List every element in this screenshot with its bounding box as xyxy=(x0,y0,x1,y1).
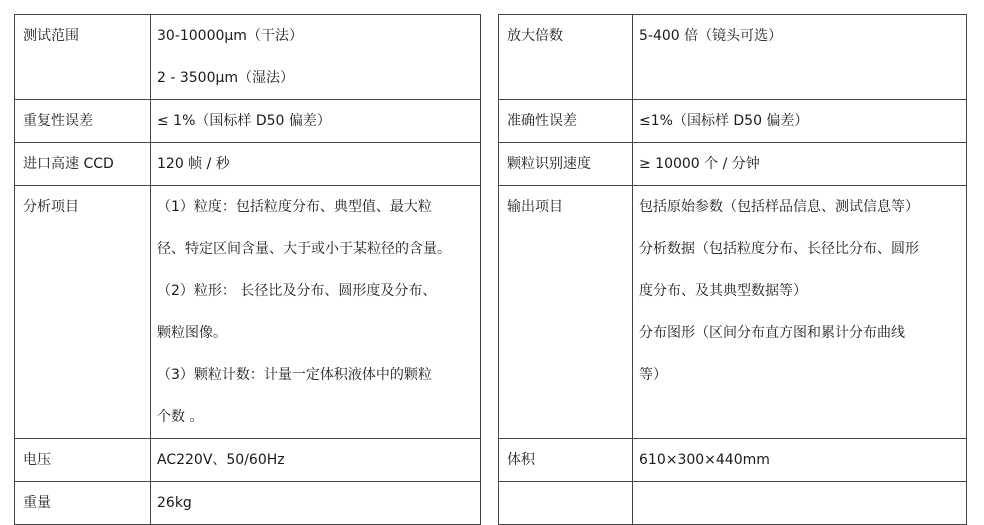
right-value-cell-line: 分布图形（区间分布直方图和累计分布曲线 xyxy=(639,325,905,341)
column-gap xyxy=(481,143,499,186)
left-label-cell-text: 分析项目 xyxy=(23,199,79,215)
right-label-cell xyxy=(499,15,633,100)
left-value-cell xyxy=(151,482,481,525)
left-label-cell xyxy=(15,482,151,525)
right-label-cell xyxy=(499,186,633,439)
left-value-cell-line: 个数 。 xyxy=(157,409,204,425)
right-label-cell-text: 准确性误差 xyxy=(507,113,577,129)
right-value-cell-line: 包括原始参数（包括样品信息、测试信息等） xyxy=(639,199,919,215)
left-label-cell xyxy=(15,15,151,100)
left-value-cell-line: 30-10000μm（干法） xyxy=(157,28,303,44)
table-row xyxy=(15,15,967,100)
right-label-cell-text: 输出项目 xyxy=(507,199,563,215)
left-value-cell-line: 26kg xyxy=(157,495,192,511)
left-label-cell-text: 进口高速 CCD xyxy=(23,156,114,172)
column-gap xyxy=(481,186,499,439)
left-value-cell-line: （2）粒形： 长径比及分布、圆形度及分布、 xyxy=(157,283,437,299)
right-label-cell xyxy=(499,482,633,525)
left-value-cell xyxy=(151,186,481,439)
column-gap xyxy=(481,100,499,143)
spec-table xyxy=(14,14,967,525)
column-gap xyxy=(481,15,499,100)
left-value-cell xyxy=(151,15,481,100)
right-value-cell-line: 等） xyxy=(639,367,667,383)
left-value-cell-line: 2 - 3500μm（湿法） xyxy=(157,70,295,86)
right-label-cell-text: 颗粒识别速度 xyxy=(507,156,591,172)
right-value-cell-line: ≥ 10000 个 / 分钟 xyxy=(639,156,760,172)
left-value-cell-line: ≤ 1%（国标样 D50 偏差） xyxy=(157,113,331,129)
table-row xyxy=(15,186,967,439)
left-label-cell-text: 测试范围 xyxy=(23,28,79,44)
left-label-cell xyxy=(15,186,151,439)
left-label-cell-text: 重复性误差 xyxy=(23,113,93,129)
column-gap xyxy=(481,439,499,482)
right-value-cell xyxy=(633,186,967,439)
left-label-cell-text: 电压 xyxy=(23,452,51,468)
right-value-cell-line: 度分布、及其典型数据等） xyxy=(639,283,807,299)
right-value-cell-line: ≤1%（国标样 D50 偏差） xyxy=(639,113,809,129)
left-value-cell-line: 颗粒图像。 xyxy=(157,325,227,341)
right-value-cell xyxy=(633,482,967,525)
table-row xyxy=(15,482,967,525)
left-value-cell-line: 120 帧 / 秒 xyxy=(157,156,230,172)
right-value-cell-line: 5-400 倍（镜头可选） xyxy=(639,28,783,44)
right-label-cell-text: 体积 xyxy=(507,452,535,468)
column-gap xyxy=(481,482,499,525)
left-value-cell-line: （3）颗粒计数：计量一定体积液体中的颗粒 xyxy=(157,367,432,383)
right-value-cell-line: 分析数据（包括粒度分布、长径比分布、圆形 xyxy=(639,241,919,257)
left-label-cell-text: 重量 xyxy=(23,495,51,511)
left-value-cell-line: （1）粒度：包括粒度分布、典型值、最大粒 xyxy=(157,199,432,215)
right-value-cell-line: 610×300×440mm xyxy=(639,452,770,468)
left-value-cell-line: AC220V、50/60Hz xyxy=(157,452,285,468)
right-label-cell-text: 放大倍数 xyxy=(507,28,563,44)
left-value-cell-line: 径、特定区间含量、大于或小于某粒径的含量。 xyxy=(157,241,451,257)
right-value-cell xyxy=(633,15,967,100)
